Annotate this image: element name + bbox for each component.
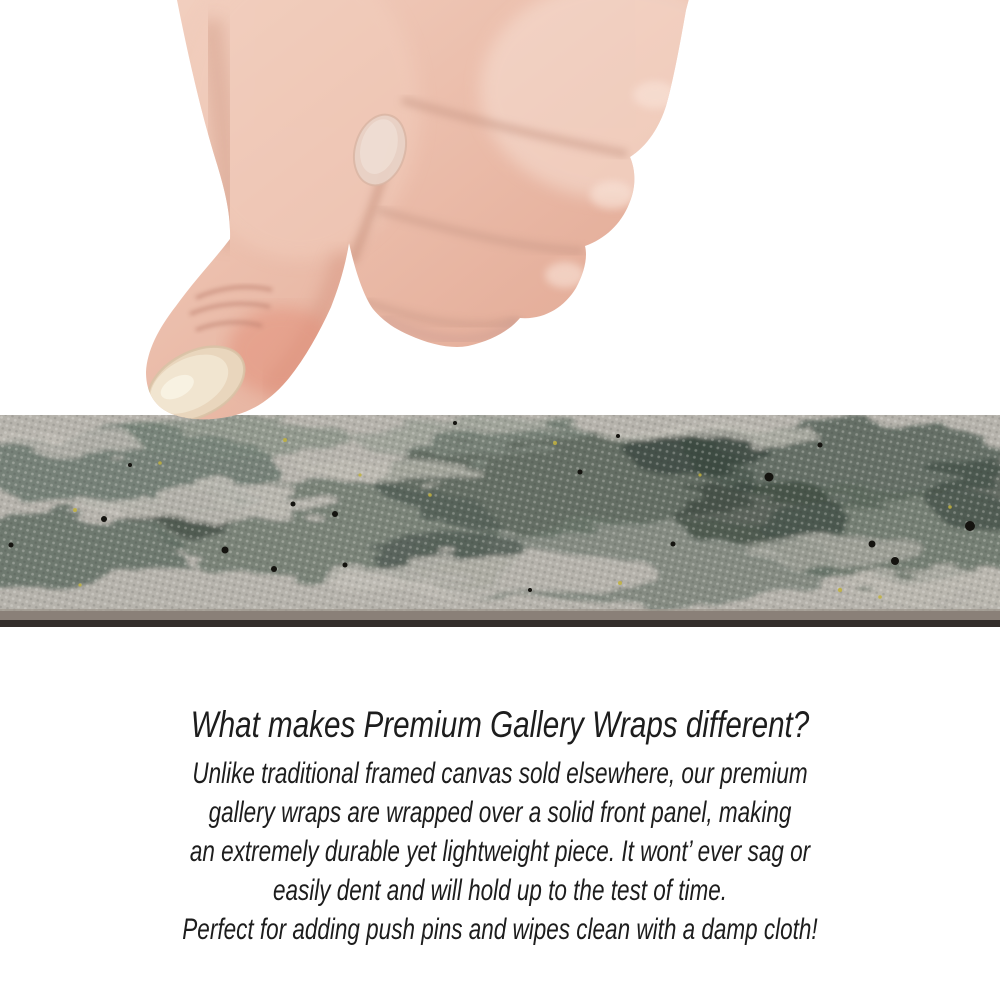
canvas-weave-texture [0,415,1000,612]
info-line-5: Perfect for adding push pins and wipes clean with a damp cloth! [182,913,818,946]
info-line-1: Unlike traditional framed canvas sold elsewhere, our premium [192,757,808,790]
panel-edge-shadow-line [0,620,1000,627]
info-line-4: easily dent and will hold up to the test of time. [272,874,728,907]
info-body [0,754,1000,949]
canvas-edge-photo [0,415,1000,627]
info-text-block [0,702,1000,949]
info-title: What makes Premium Gallery Wraps different? [190,704,810,745]
hand-left-shadow [210,20,228,245]
panel-edge-highlight [0,609,1000,611]
info-line-2: gallery wraps are wrapped over a solid front panel, making [208,796,792,829]
hand-photo [0,0,1000,425]
panel-side-edge [0,611,1000,620]
info-line-3: an extremely durable yet lightweight piece. It wont’ ever sag or [189,835,811,868]
thumb-pressure-tint [227,307,337,397]
